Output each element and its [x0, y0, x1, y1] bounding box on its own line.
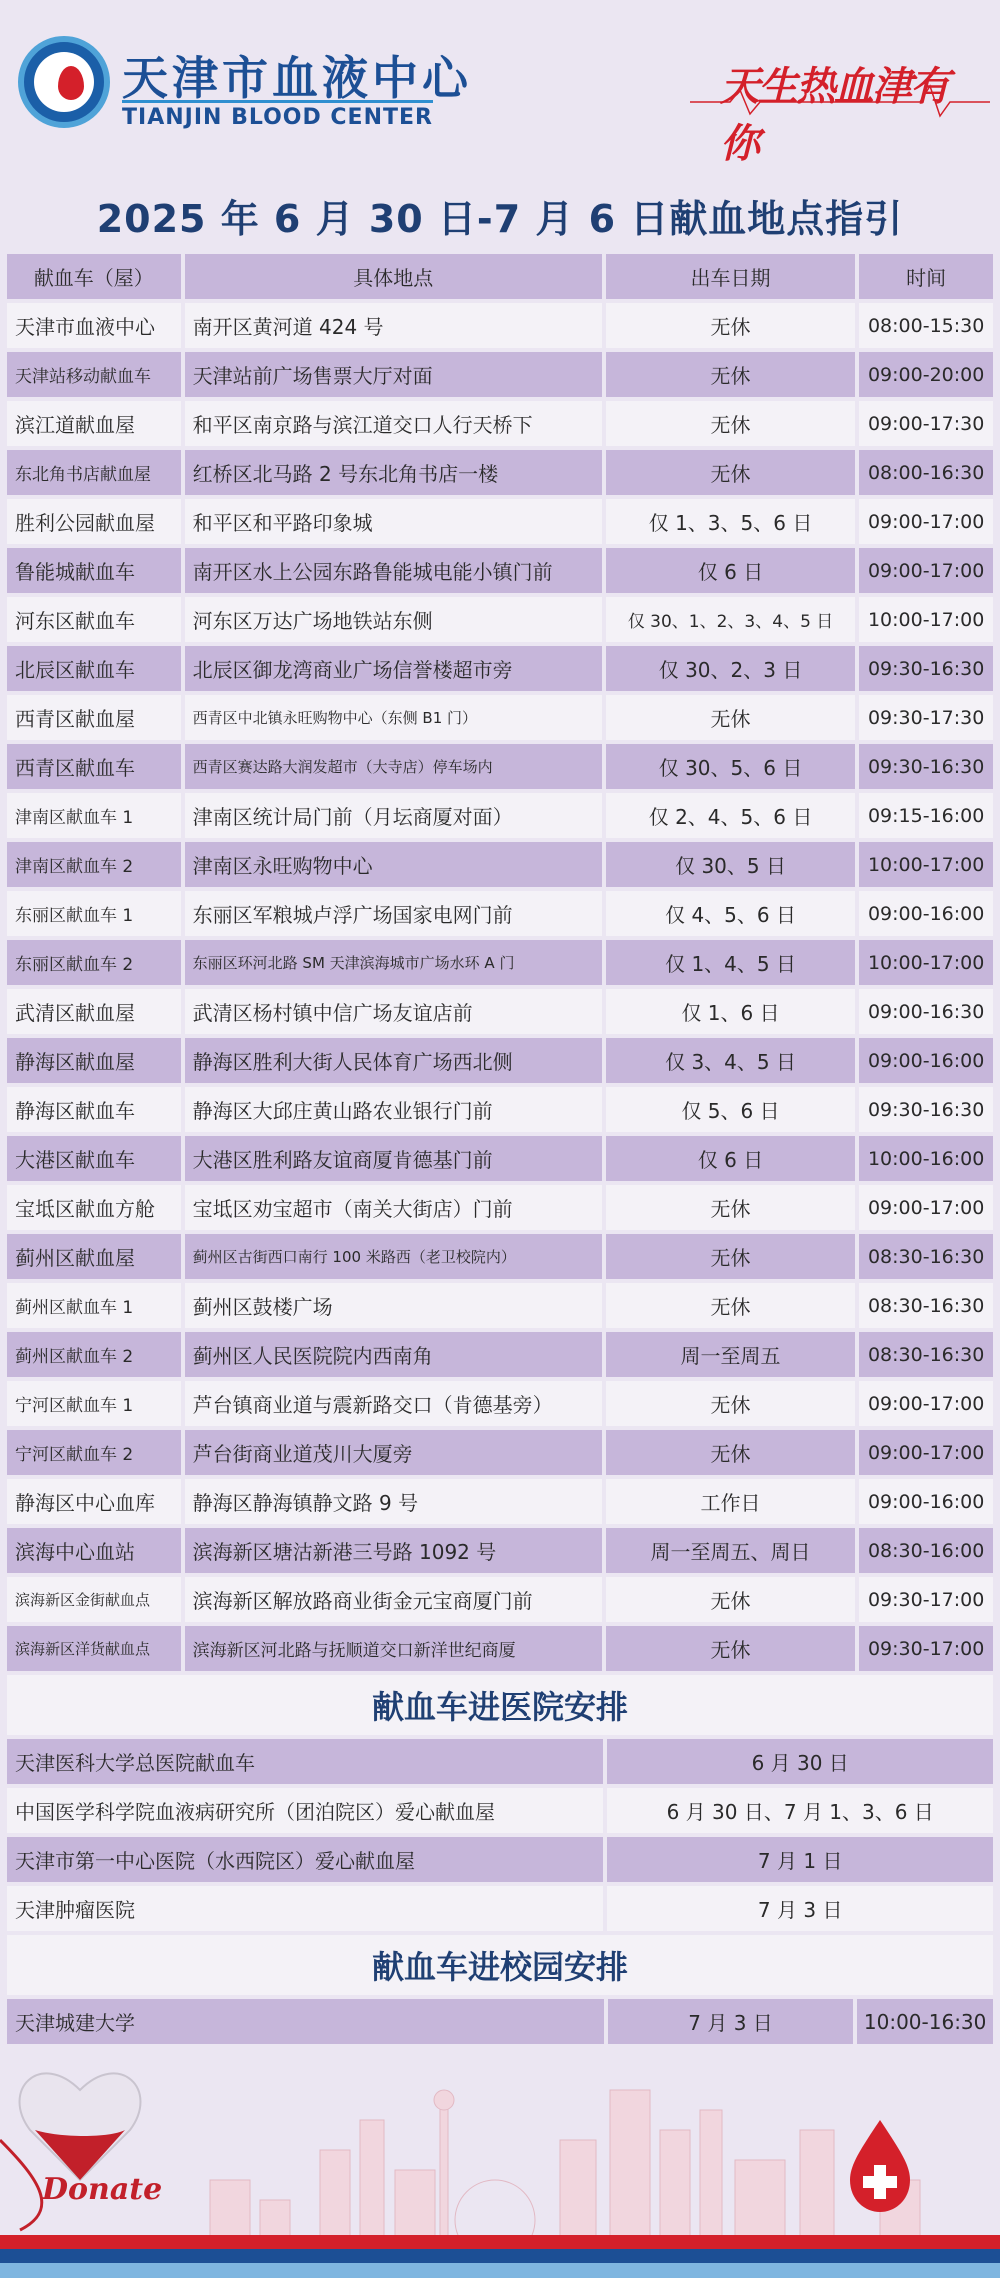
table-row	[5, 1183, 995, 1232]
site-name: 西青区献血屋	[7, 695, 181, 740]
service-dates: 无休	[606, 401, 855, 446]
service-hours: 08:30-16:30	[859, 1234, 993, 1279]
service-dates: 无休	[606, 1430, 855, 1475]
site-name: 滨海中心血站	[7, 1528, 181, 1573]
site-address: 芦台镇商业道与震新路交口（肯德基旁）	[185, 1381, 602, 1426]
site-name: 滨海新区洋货献血点	[7, 1626, 181, 1671]
table-row	[5, 693, 995, 742]
hospital-section-title: 献血车进医院安排	[7, 1675, 993, 1735]
site-name: 鲁能城献血车	[7, 548, 181, 593]
hospital-name: 天津肿瘤医院	[7, 1886, 603, 1931]
table-row	[5, 742, 995, 791]
table-body	[5, 301, 995, 1673]
service-hours: 09:30-16:30	[859, 744, 993, 789]
service-dates: 仅 2、4、5、6 日	[606, 793, 855, 838]
site-address: 西青区中北镇永旺购物中心（东侧 B1 门）	[185, 695, 602, 740]
table-row	[5, 987, 995, 1036]
table-row	[5, 1575, 995, 1624]
site-address: 芦台街商业道茂川大厦旁	[185, 1430, 602, 1475]
table-header-row	[5, 252, 995, 301]
table-row	[5, 1085, 995, 1134]
hospital-dates: 7 月 3 日	[607, 1886, 993, 1931]
site-address: 静海区静海镇静文路 9 号	[185, 1479, 602, 1524]
service-dates: 无休	[606, 1626, 855, 1671]
service-dates: 仅 1、3、5、6 日	[606, 499, 855, 544]
site-name: 静海区中心血库	[7, 1479, 181, 1524]
site-name: 宁河区献血车 1	[7, 1381, 181, 1426]
site-address: 和平区和平路印象城	[185, 499, 602, 544]
column-header: 时间	[859, 254, 993, 299]
table-row	[5, 938, 995, 987]
service-dates: 工作日	[606, 1479, 855, 1524]
table-row	[5, 301, 995, 350]
site-name: 武清区献血屋	[7, 989, 181, 1034]
page-header	[0, 0, 1000, 175]
campus-section-title: 献血车进校园安排	[7, 1935, 993, 1995]
table-row	[5, 1428, 995, 1477]
site-name: 蓟州区献血车 1	[7, 1283, 181, 1328]
site-name: 胜利公园献血屋	[7, 499, 181, 544]
hospital-dates: 6 月 30 日	[607, 1739, 993, 1784]
service-hours: 08:30-16:30	[859, 1283, 993, 1328]
service-dates: 仅 30、2、3 日	[606, 646, 855, 691]
service-hours: 09:00-17:00	[859, 1185, 993, 1230]
service-hours: 09:00-17:30	[859, 401, 993, 446]
service-dates: 无休	[606, 1283, 855, 1328]
table-row	[5, 448, 995, 497]
site-address: 静海区胜利大街人民体育广场西北侧	[185, 1038, 602, 1083]
service-hours: 08:30-16:30	[859, 1332, 993, 1377]
hospital-name: 天津医科大学总医院献血车	[7, 1739, 603, 1784]
table-row	[5, 1379, 995, 1428]
service-dates: 无休	[606, 1234, 855, 1279]
site-address: 武清区杨村镇中信广场友谊店前	[185, 989, 602, 1034]
service-dates: 无休	[606, 352, 855, 397]
service-dates: 仅 6 日	[606, 1136, 855, 1181]
site-name: 宝坻区献血方舱	[7, 1185, 181, 1230]
service-hours: 09:00-17:00	[859, 499, 993, 544]
column-header: 出车日期	[606, 254, 855, 299]
table-row	[5, 889, 995, 938]
service-hours: 09:15-16:00	[859, 793, 993, 838]
site-address: 西青区赛达路大润发超市（大寺店）停车场内	[185, 744, 602, 789]
slogan: 天生热血津有你	[720, 63, 948, 167]
site-address: 和平区南京路与滨江道交口人行天桥下	[185, 401, 602, 446]
service-hours: 10:00-17:00	[859, 940, 993, 985]
table-row	[5, 546, 995, 595]
service-hours: 09:00-17:00	[859, 548, 993, 593]
table-row	[5, 1036, 995, 1085]
site-name: 津南区献血车 2	[7, 842, 181, 887]
table-row	[5, 497, 995, 546]
service-dates: 无休	[606, 450, 855, 495]
site-name: 津南区献血车 1	[7, 793, 181, 838]
service-hours: 09:00-17:00	[859, 1381, 993, 1426]
page-footer	[0, 2030, 1000, 2278]
site-address: 津南区统计局门前（月坛商厦对面）	[185, 793, 602, 838]
table-row	[5, 1330, 995, 1379]
site-address: 红桥区北马路 2 号东北角书店一楼	[185, 450, 602, 495]
service-hours: 08:30-16:00	[859, 1528, 993, 1573]
site-name: 西青区献血车	[7, 744, 181, 789]
site-address: 南开区水上公园东路鲁能城电能小镇门前	[185, 548, 602, 593]
service-hours: 09:30-17:00	[859, 1577, 993, 1622]
site-name: 静海区献血车	[7, 1087, 181, 1132]
service-dates: 仅 6 日	[606, 548, 855, 593]
site-address: 蓟州区鼓楼广场	[185, 1283, 602, 1328]
service-hours: 10:00-17:00	[859, 842, 993, 887]
service-dates: 无休	[606, 1381, 855, 1426]
table-row	[5, 840, 995, 889]
table-row	[5, 1526, 995, 1575]
table-row	[5, 399, 995, 448]
table-row	[5, 1477, 995, 1526]
service-dates: 仅 3、4、5 日	[606, 1038, 855, 1083]
site-name: 滨江道献血屋	[7, 401, 181, 446]
site-name: 宁河区献血车 2	[7, 1430, 181, 1475]
site-name: 北辰区献血车	[7, 646, 181, 691]
service-hours: 08:00-15:30	[859, 303, 993, 348]
service-hours: 10:00-16:00	[859, 1136, 993, 1181]
hospital-dates: 7 月 1 日	[607, 1837, 993, 1882]
site-name: 蓟州区献血屋	[7, 1234, 181, 1279]
service-hours: 09:00-17:00	[859, 1430, 993, 1475]
page-title: 2025 年 6 月 30 日-7 月 6 日献血地点指引	[96, 197, 904, 241]
site-address: 津南区永旺购物中心	[185, 842, 602, 887]
hospital-row	[5, 1884, 995, 1933]
service-dates: 仅 30、5、6 日	[606, 744, 855, 789]
service-dates: 周一至周五、周日	[606, 1528, 855, 1573]
site-address: 南开区黄河道 424 号	[185, 303, 602, 348]
hospital-name: 天津市第一中心医院（水西院区）爱心献血屋	[7, 1837, 603, 1882]
table-row	[5, 595, 995, 644]
hospital-row	[5, 1835, 995, 1884]
site-name: 东北角书店献血屋	[7, 450, 181, 495]
site-address: 东丽区环河北路 SM 天津滨海城市广场水环 A 门	[185, 940, 602, 985]
site-name: 天津站移动献血车	[7, 352, 181, 397]
service-hours: 09:30-17:30	[859, 695, 993, 740]
service-hours: 09:30-16:30	[859, 1087, 993, 1132]
service-dates: 无休	[606, 1577, 855, 1622]
service-hours: 09:30-17:00	[859, 1626, 993, 1671]
site-address: 滨海新区河北路与抚顺道交口新洋世纪商厦	[185, 1626, 602, 1671]
service-dates: 仅 30、1、2、3、4、5 日	[606, 597, 855, 642]
column-header: 献血车（屋）	[7, 254, 181, 299]
service-hours: 09:00-16:30	[859, 989, 993, 1034]
site-address: 静海区大邱庄黄山路农业银行门前	[185, 1087, 602, 1132]
site-name: 大港区献血车	[7, 1136, 181, 1181]
service-dates: 无休	[606, 303, 855, 348]
site-address: 大港区胜利路友谊商厦肯德基门前	[185, 1136, 602, 1181]
campus-date: 7 月 3 日	[608, 1999, 854, 2044]
service-dates: 仅 1、6 日	[606, 989, 855, 1034]
org-name-cn: 天津市血液中心	[122, 51, 472, 105]
service-hours: 10:00-17:00	[859, 597, 993, 642]
service-dates: 周一至周五	[606, 1332, 855, 1377]
site-address: 天津站前广场售票大厅对面	[185, 352, 602, 397]
service-dates: 仅 30、5 日	[606, 842, 855, 887]
table-row	[5, 1134, 995, 1183]
site-name: 东丽区献血车 1	[7, 891, 181, 936]
service-hours: 09:30-16:30	[859, 646, 993, 691]
hospital-row	[5, 1786, 995, 1835]
site-address: 河东区万达广场地铁站东侧	[185, 597, 602, 642]
site-name: 天津市血液中心	[7, 303, 181, 348]
blood-drop-icon	[58, 66, 84, 100]
blood-center-logo	[18, 36, 110, 128]
service-hours: 09:00-16:00	[859, 1479, 993, 1524]
hospital-row	[5, 1737, 995, 1786]
service-hours: 09:00-16:00	[859, 1038, 993, 1083]
hospital-name: 中国医学科学院血液病研究所（团泊院区）爱心献血屋	[7, 1788, 603, 1833]
site-name: 静海区献血屋	[7, 1038, 181, 1083]
table-row	[5, 1232, 995, 1281]
service-dates: 仅 4、5、6 日	[606, 891, 855, 936]
table-row	[5, 644, 995, 693]
table-row	[5, 1281, 995, 1330]
site-name: 东丽区献血车 2	[7, 940, 181, 985]
hospital-table	[5, 1737, 995, 1933]
table-row	[5, 1624, 995, 1673]
service-dates: 仅 1、4、5 日	[606, 940, 855, 985]
service-hours: 09:00-20:00	[859, 352, 993, 397]
donation-sites-table	[5, 252, 995, 2046]
org-name-en: TIANJIN BLOOD CENTER	[122, 100, 433, 130]
campus-hours: 10:00-16:30	[857, 1999, 993, 2044]
site-name: 河东区献血车	[7, 597, 181, 642]
service-hours: 08:00-16:30	[859, 450, 993, 495]
service-hours: 09:00-16:00	[859, 891, 993, 936]
table-row	[5, 791, 995, 840]
site-address: 宝坻区劝宝超市（南关大街店）门前	[185, 1185, 602, 1230]
site-address: 滨海新区塘沽新港三号路 1092 号	[185, 1528, 602, 1573]
donate-text: Donate	[42, 2172, 163, 2207]
site-address: 滨海新区解放路商业街金元宝商厦门前	[185, 1577, 602, 1622]
column-header: 具体地点	[185, 254, 602, 299]
site-name: 蓟州区献血车 2	[7, 1332, 181, 1377]
service-dates: 无休	[606, 695, 855, 740]
table-row	[5, 350, 995, 399]
service-dates: 仅 5、6 日	[606, 1087, 855, 1132]
site-address: 蓟州区古街西口南行 100 米路西（老卫校院内）	[185, 1234, 602, 1279]
site-address: 东丽区军粮城卢浮广场国家电网门前	[185, 891, 602, 936]
campus-name: 天津城建大学	[7, 1999, 604, 2044]
site-address: 北辰区御龙湾商业广场信誉楼超市旁	[185, 646, 602, 691]
service-dates: 无休	[606, 1185, 855, 1230]
site-name: 滨海新区金街献血点	[7, 1577, 181, 1622]
site-address: 蓟州区人民医院院内西南角	[185, 1332, 602, 1377]
hospital-dates: 6 月 30 日、7 月 1、3、6 日	[607, 1788, 993, 1833]
city-skyline-illustration	[0, 2030, 1000, 2278]
